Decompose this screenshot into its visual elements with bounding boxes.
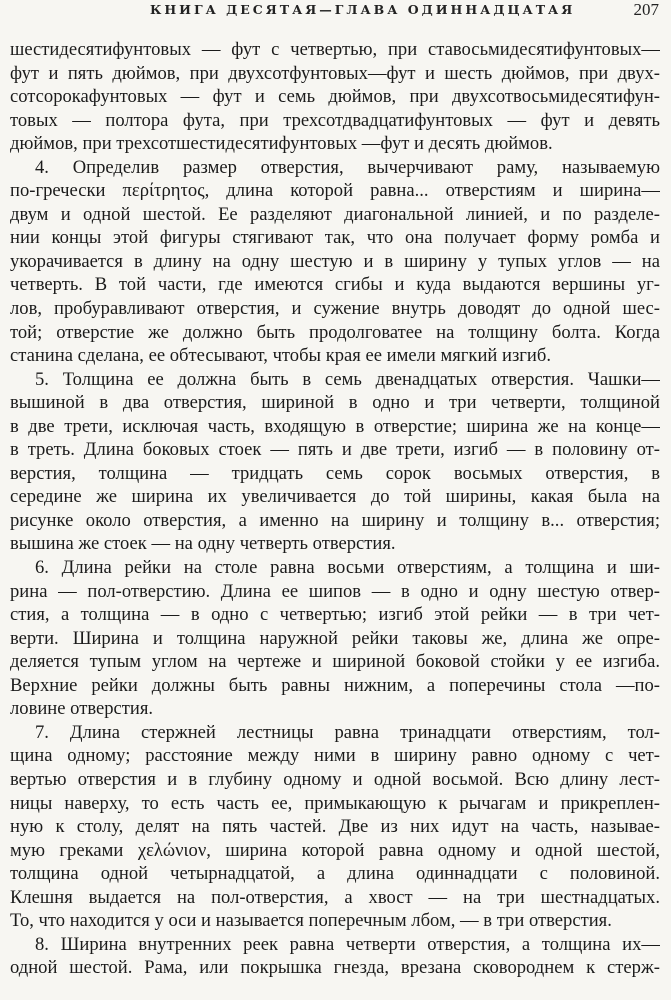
text-line: той; отверстие же должно быть продолговатее на толщину болта. Когда (10, 321, 660, 343)
text-line: четверть. В той части, где имеются сгибы и куда выдаются вершины уг- (10, 274, 660, 296)
text-line: 8. Ширина внутренних реек равна четверти отверстия, а толщина их— (35, 933, 660, 955)
text-line: сотсорокафунтовых — фут и семь дюймов, при двухсотвосьмидесятифун- (10, 86, 660, 108)
text-line: дюймов, при трехсотшестидесятифунтовых —фут и десять дюймов. (10, 133, 553, 155)
text-line: ницы наверху, то есть часть ее, примыкающую к рычагам и прикреплен- (10, 792, 660, 814)
text-line: 5. Толщина ее должна быть в семь двенадцатых отверстия. Чашки— (35, 368, 660, 390)
text-line: вертью отверстия и в глубину одному и одной восьмой. Всю длину лест- (10, 768, 660, 790)
running-head: КНИГА ДЕСЯТАЯ—ГЛАВА ОДИННАДЦАТАЯ (150, 2, 576, 17)
text-line: верстия, толщина — тридцать семь сорок восьмых отверстия, в (10, 462, 660, 484)
text-line: стия, а толщина — в одно с четвертью; изгиб этой рейки — в три чет- (10, 604, 660, 626)
text-line: середине же ширина их увеличивается до той ширины, какая была на (10, 486, 660, 508)
text-line: лов, пробуравливают отверстия, и сужение внутрь доводят до одной шес- (10, 298, 660, 320)
text-line: по-гречески περίτρητος, длина которой равна... отверстиям и ширина— (10, 180, 660, 202)
text-line: товых — полтора фута, при трехсотдвадцатифунтовых — фут и девять (10, 109, 660, 131)
text-line: рисунке около отверстия, а именно на ширину и толщину в... отверстия; (10, 509, 660, 531)
text-line: в две трети, исключая часть, входящую в отверстие; ширина же на конце— (10, 415, 660, 437)
text-line: верти. Ширина и толщина наружной рейки таковы же, длина же опре- (10, 627, 660, 649)
text-line: 4. Определив размер отверстия, вычерчивают раму, называемую (35, 156, 660, 178)
text-line: вышина же стоек — на одну четверть отверстия. (10, 533, 396, 555)
text-line: Клешня выдается на пол-отверстия, а хвост — на три шестнадцатых. (10, 886, 660, 908)
text-line: 7. Длина стержней лестницы равна тринадцати отверстиям, тол- (35, 721, 660, 743)
text-line: толщина одной четырнадцатой, а длина одиннадцати с половиной. (10, 863, 660, 885)
text-line: ную к столу, делят на пять частей. Две из них идут на часть, называе- (10, 816, 660, 838)
body-text (10, 38, 660, 980)
text-line: щина одному; расстояние между ними в ширину равно одному с чет- (10, 745, 660, 767)
text-line: шестидесятифунтовых — фут с четвертью, при ставосьмидесятифунтовых— (10, 39, 660, 60)
text-line: 6. Длина рейки на столе равна восьми отверстиям, а толщина и ши- (35, 557, 660, 579)
text-line: То, что находится у оси и называется поперечным лбом, — в три отверстия. (10, 910, 612, 932)
text-line: вышиной в два отверстия, шириной в одно и три четверти, толщиной (10, 392, 660, 414)
text-line: ловине отверстия. (10, 698, 154, 720)
text-line: станина сделана, ее обтесывают, чтобы края ее имели мягкий изгиб. (10, 345, 551, 367)
text-line: укорачивается в длину на одну шестую и в ширину у тупых углов — на (10, 250, 660, 272)
text-line: одной шестой. Рама, или покрышка гнезда, врезана сковороднем к стерж- (10, 957, 660, 979)
text-line: в треть. Длина боковых стоек — пять и две трети, изгиб — в половину от- (10, 439, 660, 461)
text-line: нии концы этой фигуры стягивают так, что она получает форму ромба и (10, 227, 660, 249)
text-line: мую греками χελώνιον, ширина которой равна одному и одной шестой, (10, 839, 660, 861)
text-line: двум и одной шестой. Ее разделяют диагональной линией, и по разделе- (10, 203, 660, 225)
page-number: 207 (633, 0, 659, 19)
text-line: деляется тупым углом на чертеже и шириной боковой стойки у ее изгиба. (10, 651, 660, 673)
text-line: Верхние рейки должны быть равны нижним, а поперечины стола —по- (10, 674, 660, 696)
text-line: рина — пол-отверстию. Длина ее шипов — в одно и одну шестую отвер- (10, 580, 660, 602)
text-line: фут и пять дюймов, при двухсотфунтовых—фут и шесть дюймов, при двух- (10, 62, 660, 84)
